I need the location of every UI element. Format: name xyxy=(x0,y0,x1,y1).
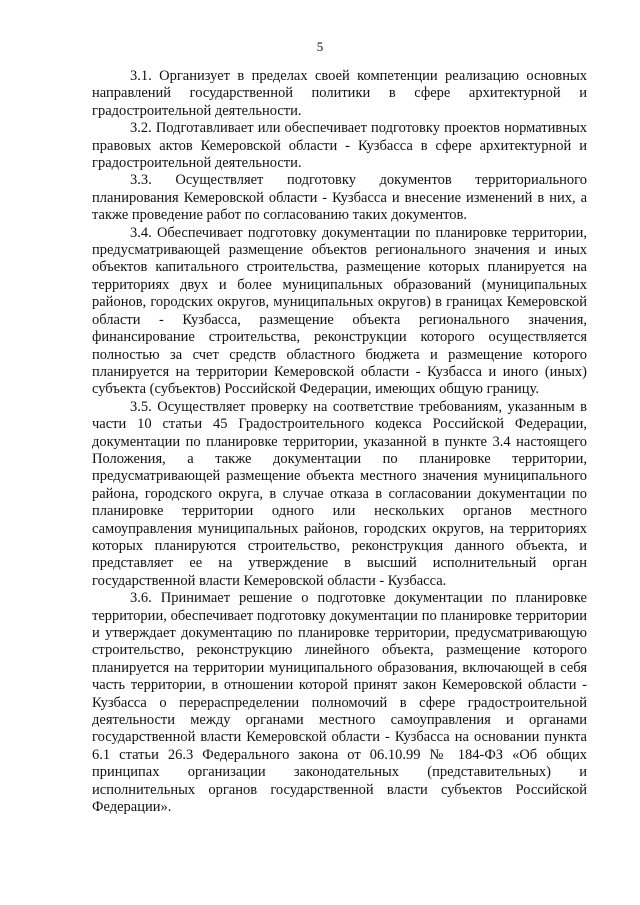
paragraph-3-1: 3.1. Организует в пределах своей компетенции реализацию основных направлений государственной политики в сфере архитектурной и градостроительной деятельности. xyxy=(92,68,587,119)
paragraph-3-2: 3.2. Подготавливает или обеспечивает подготовку проектов нормативных правовых актов Кемеровской области - Кузбасса в сфере архитектурной и градостроительной деятельности. xyxy=(92,120,587,172)
paragraph-3-6: 3.6. Принимает решение о подготовке документации по планировке территории, обеспечивает подготовку документации по планировке территории и утверждает документацию по планировке территории, предусматривающую строительство, реконструкцию линейного объекта, размещение которого планируется на территории муниципального образования, включающей в себя часть территории, в отношении которой принят закон Кемеровской области - Кузбасса о перераспределении полномочий в сфере градостроительной деятельности между органами местного самоуправления и органами государственной власти Кемеровской области - Кузбасса на основании пункта 6.1 статьи 26.3 Федерального закона от 06.10.99 № 184-ФЗ «Об общих принципах организации законодательных (представительных) и исполнительных органов государственной власти субъектов Российской Федерации». xyxy=(92,590,587,816)
page-number: 5 xyxy=(316,39,324,54)
paragraph-3-4: 3.4. Обеспечивает подготовку документации по планировке территории, предусматривающей размещение объектов регионального значения и иных объектов капитального строительства, размещение которых планируется на территориях двух и более муниципальных образований (муниципальных районов, городских округов, муниципальных округов) в границах Кемеровской области - Кузбасса, размещение объекта регионального значения, финансирование строительства, реконструкции которого осуществляется полностью за счет средств областного бюджета и размещение которого планируется на территории Кемеровской области - Кузбасса и иного (иных) субъекта (субъектов) Российской Федерации, имеющих общую границу. xyxy=(92,224,587,398)
document-body xyxy=(92,68,587,816)
paragraph-3-3: 3.3. Осуществляет подготовку документов территориального планирования Кемеровской области - Кузбасса и внесение изменений в них, а также проведение работ по согласованию таких документов. xyxy=(92,172,587,224)
paragraph-3-5: 3.5. Осуществляет проверку на соответствие требованиям, указанным в части 10 статьи 45 Градостроительного кодекса Российской Федерации, документации по планировке территории, указанной в пункте 3.4 настоящего Положения, а также документации по планировке территории, предусматривающей размещение объекта местного значения муниципального района, городского округа, в случае отказа в согласовании документации по планировке территории одного или нескольких органов местного самоуправления муниципальных районов, городских округов, на территориях которых планируются строительство, реконструкция данного объекта, и представляет ее на утверждение в высший исполнительный орган государственной власти Кемеровской области - Кузбасса. xyxy=(92,398,587,589)
